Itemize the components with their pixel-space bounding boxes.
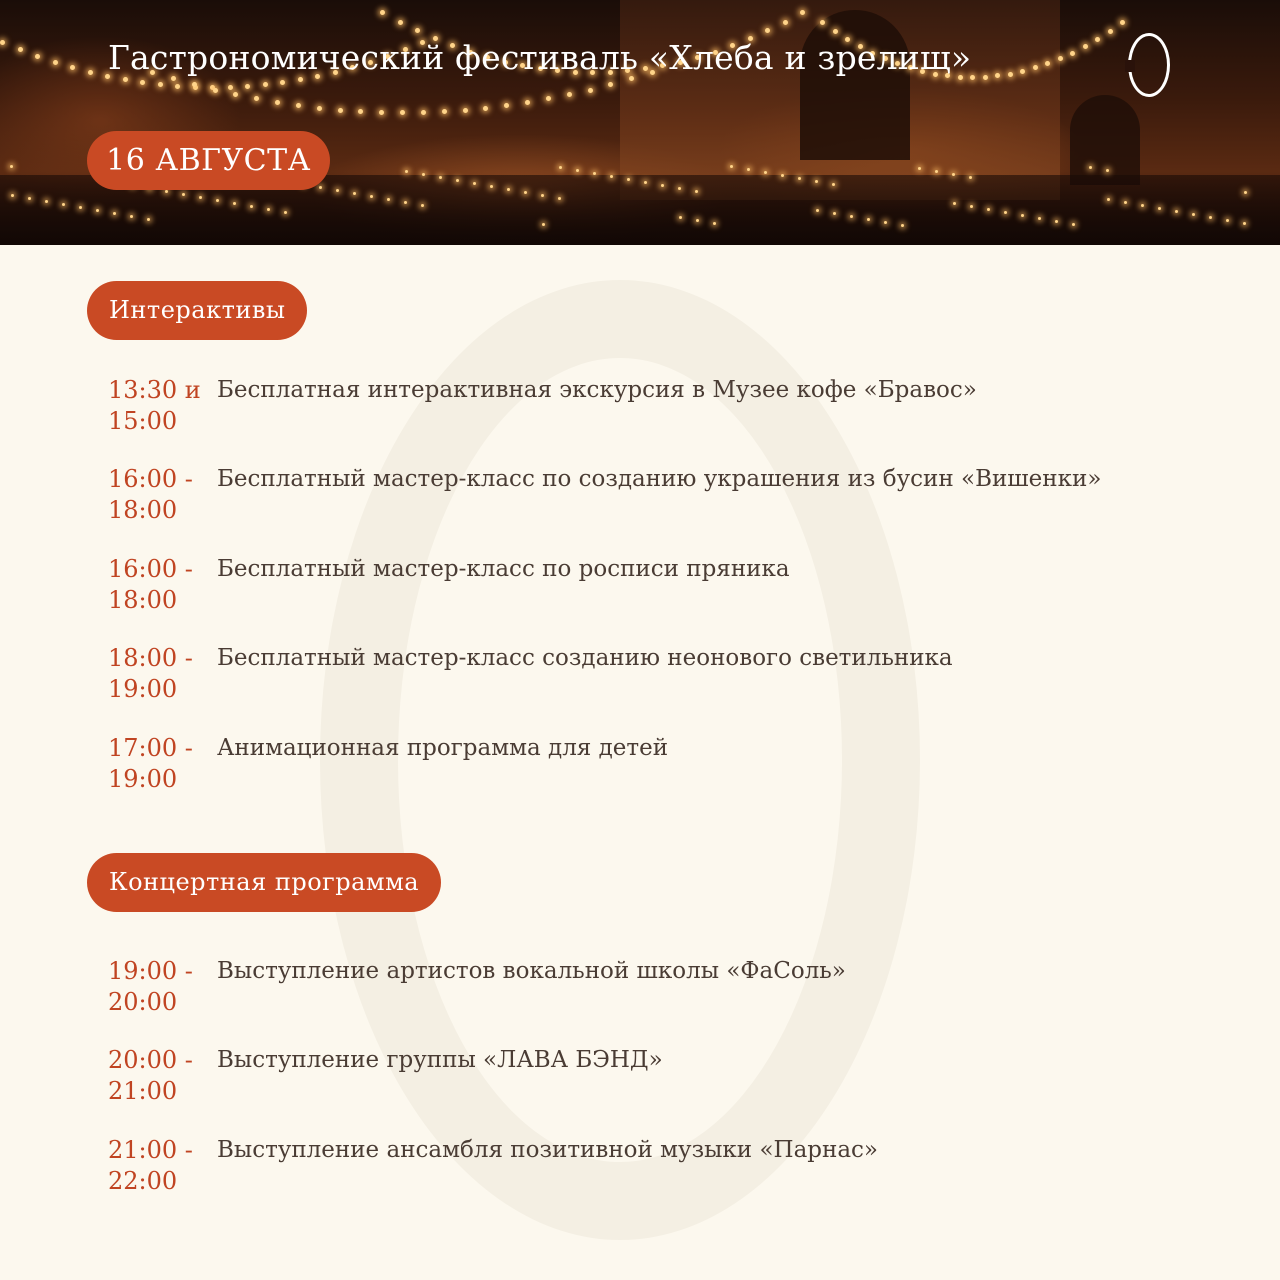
schedule-description: Бесплатный мастер-класс по созданию украшения из бусин «Вишенки»: [217, 466, 1102, 492]
string-light: [546, 96, 551, 101]
crowd-light: [1004, 211, 1007, 214]
string-light: [192, 82, 197, 87]
string-light: [213, 88, 218, 93]
crowd-light: [353, 192, 356, 195]
crowd-light: [1106, 169, 1109, 172]
crowd-light: [987, 208, 990, 211]
string-light: [1120, 20, 1125, 25]
schedule-description: Выступление артистов вокальной школы «ФаСоль»: [217, 958, 846, 984]
string-light: [280, 80, 285, 85]
crowd-light: [952, 173, 955, 176]
crowd-light: [1107, 198, 1110, 201]
string-light: [525, 100, 530, 105]
string-light: [175, 84, 180, 89]
crowd-light: [267, 208, 270, 211]
crowd-light: [970, 205, 973, 208]
crowd-light: [1124, 201, 1127, 204]
crowd-light: [542, 223, 545, 226]
string-light: [338, 108, 343, 113]
schedule-time: 16:00 - 18:00: [108, 555, 193, 614]
crowd-light: [1055, 220, 1058, 223]
string-light: [567, 92, 572, 97]
string-light: [400, 110, 405, 115]
crowd-light: [370, 195, 373, 198]
string-light: [379, 110, 384, 115]
string-light: [1020, 69, 1025, 74]
page-title: Гастрономический фестиваль «Хлеба и зрелищ»: [108, 38, 972, 77]
string-light: [263, 82, 268, 87]
string-light: [504, 103, 509, 108]
crowd-light: [62, 203, 65, 206]
string-light: [483, 106, 488, 111]
schedule-time: 17:00 - 19:00: [108, 734, 193, 793]
string-light: [275, 100, 280, 105]
schedule-time: 19:00 - 20:00: [108, 957, 193, 1016]
crowd-light: [901, 224, 904, 227]
schedule-description: Анимационная программа для детей: [217, 735, 669, 761]
crowd-light: [1244, 191, 1247, 194]
crowd-light: [713, 222, 716, 225]
crowd-light: [387, 198, 390, 201]
crowd-light: [421, 204, 424, 207]
crowd-light: [815, 180, 818, 183]
string-light: [463, 108, 468, 113]
crowd-light: [764, 171, 767, 174]
crowd-light: [1175, 210, 1178, 213]
schedule-time: 18:00 - 19:00: [108, 644, 193, 703]
crowd-light: [559, 166, 562, 169]
schedule-description: Выступление ансамбля позитивной музыки «Парнас»: [217, 1137, 879, 1163]
string-light: [298, 77, 303, 82]
string-light: [588, 88, 593, 93]
string-light: [228, 85, 233, 90]
string-light: [296, 103, 301, 108]
string-light: [158, 82, 163, 87]
string-light: [783, 20, 788, 25]
crowd-light: [935, 170, 938, 173]
string-light: [820, 20, 825, 25]
crowd-light: [113, 212, 116, 215]
string-light: [70, 65, 75, 70]
string-light: [1058, 56, 1063, 61]
schedule-time: 21:00 - 22:00: [108, 1136, 193, 1195]
schedule-description: Бесплатная интерактивная экскурсия в Музее кофе «Бравос»: [217, 377, 977, 403]
crowd-light: [678, 187, 681, 190]
string-light: [421, 110, 426, 115]
crowd-light: [884, 221, 887, 224]
string-light: [245, 84, 250, 89]
crowd-light: [1226, 219, 1229, 222]
crowd-light: [147, 218, 150, 221]
string-light: [380, 10, 385, 15]
crowd-light: [28, 197, 31, 200]
string-light: [254, 96, 259, 101]
string-light: [1083, 44, 1088, 49]
crowd-light: [661, 184, 664, 187]
string-light: [317, 106, 322, 111]
crowd-light: [336, 189, 339, 192]
crowd-light: [319, 186, 322, 189]
string-light: [800, 10, 805, 15]
schedule-time: 20:00 - 21:00: [108, 1046, 193, 1105]
string-light: [833, 29, 838, 34]
crowd-light: [747, 168, 750, 171]
string-light: [415, 28, 420, 33]
crowd-light: [867, 218, 870, 221]
crowd-light: [96, 209, 99, 212]
string-light: [1095, 37, 1100, 42]
schedule-description: Бесплатный мастер-класс созданию неонового светильника: [217, 645, 953, 671]
crowd-light: [558, 197, 561, 200]
crowd-light: [1243, 222, 1246, 225]
crowd-light: [798, 177, 801, 180]
hero-arch: [800, 10, 910, 160]
crowd-light: [11, 194, 14, 197]
crowd-light: [130, 215, 133, 218]
string-light: [358, 109, 363, 114]
crowd-light: [199, 196, 202, 199]
crowd-light: [644, 181, 647, 184]
hero-window: [1070, 95, 1140, 185]
crowd-light: [284, 211, 287, 214]
string-light: [53, 60, 58, 65]
string-light: [233, 92, 238, 97]
crowd-light: [422, 173, 425, 176]
logo-icon: [1128, 33, 1170, 97]
crowd-light: [1072, 223, 1075, 226]
string-light: [123, 77, 128, 82]
string-light: [1108, 29, 1113, 34]
string-light: [983, 75, 988, 80]
crowd-light: [953, 202, 956, 205]
crowd-light: [490, 185, 493, 188]
crowd-light: [610, 175, 613, 178]
crowd-light: [1089, 166, 1092, 169]
crowd-light: [507, 188, 510, 191]
crowd-light: [182, 193, 185, 196]
crowd-light: [1209, 216, 1212, 219]
crowd-light: [250, 205, 253, 208]
crowd-light: [541, 194, 544, 197]
crowd-light: [524, 191, 527, 194]
string-light: [398, 20, 403, 25]
string-light: [18, 47, 23, 52]
crowd-light: [165, 190, 168, 193]
crowd-light: [781, 174, 784, 177]
section-label-concert: Концертная программа: [87, 853, 441, 912]
crowd-light: [405, 170, 408, 173]
crowd-light: [79, 206, 82, 209]
string-light: [88, 70, 93, 75]
section-label-interactives: Интерактивы: [87, 281, 307, 340]
crowd-light: [1192, 213, 1195, 216]
schedule-time: 13:30 и 15:00: [108, 376, 201, 435]
string-light: [442, 109, 447, 114]
crowd-light: [969, 176, 972, 179]
crowd-light: [1158, 207, 1161, 210]
string-light: [1008, 72, 1013, 77]
crowd-light: [696, 219, 699, 222]
schedule-time: 16:00 - 18:00: [108, 465, 193, 524]
crowd-light: [679, 216, 682, 219]
crowd-light: [473, 182, 476, 185]
schedule-description: Выступление группы «ЛАВА БЭНД»: [217, 1047, 663, 1073]
crowd-light: [576, 169, 579, 172]
crowd-light: [1021, 214, 1024, 217]
string-light: [140, 80, 145, 85]
crowd-light: [593, 172, 596, 175]
crowd-light: [216, 199, 219, 202]
crowd-light: [695, 190, 698, 193]
crowd-light: [850, 215, 853, 218]
hero-photo: [0, 0, 1280, 245]
crowd-light: [45, 200, 48, 203]
string-light: [0, 40, 5, 45]
string-light: [171, 76, 176, 81]
crowd-light: [456, 179, 459, 182]
string-light: [1070, 51, 1075, 56]
schedule-description: Бесплатный мастер-класс по росписи пряника: [217, 556, 790, 582]
crowd-light: [1141, 204, 1144, 207]
crowd-light: [832, 183, 835, 186]
crowd-light: [730, 165, 733, 168]
string-light: [35, 54, 40, 59]
crowd-light: [233, 202, 236, 205]
date-badge: 16 АВГУСТА: [87, 131, 330, 190]
crowd-light: [627, 178, 630, 181]
crowd-light: [816, 209, 819, 212]
crowd-light: [1038, 217, 1041, 220]
crowd-light: [404, 201, 407, 204]
crowd-light: [439, 176, 442, 179]
crowd-light: [918, 167, 921, 170]
string-light: [608, 82, 613, 87]
crowd-light: [833, 212, 836, 215]
crowd-light: [10, 165, 13, 168]
